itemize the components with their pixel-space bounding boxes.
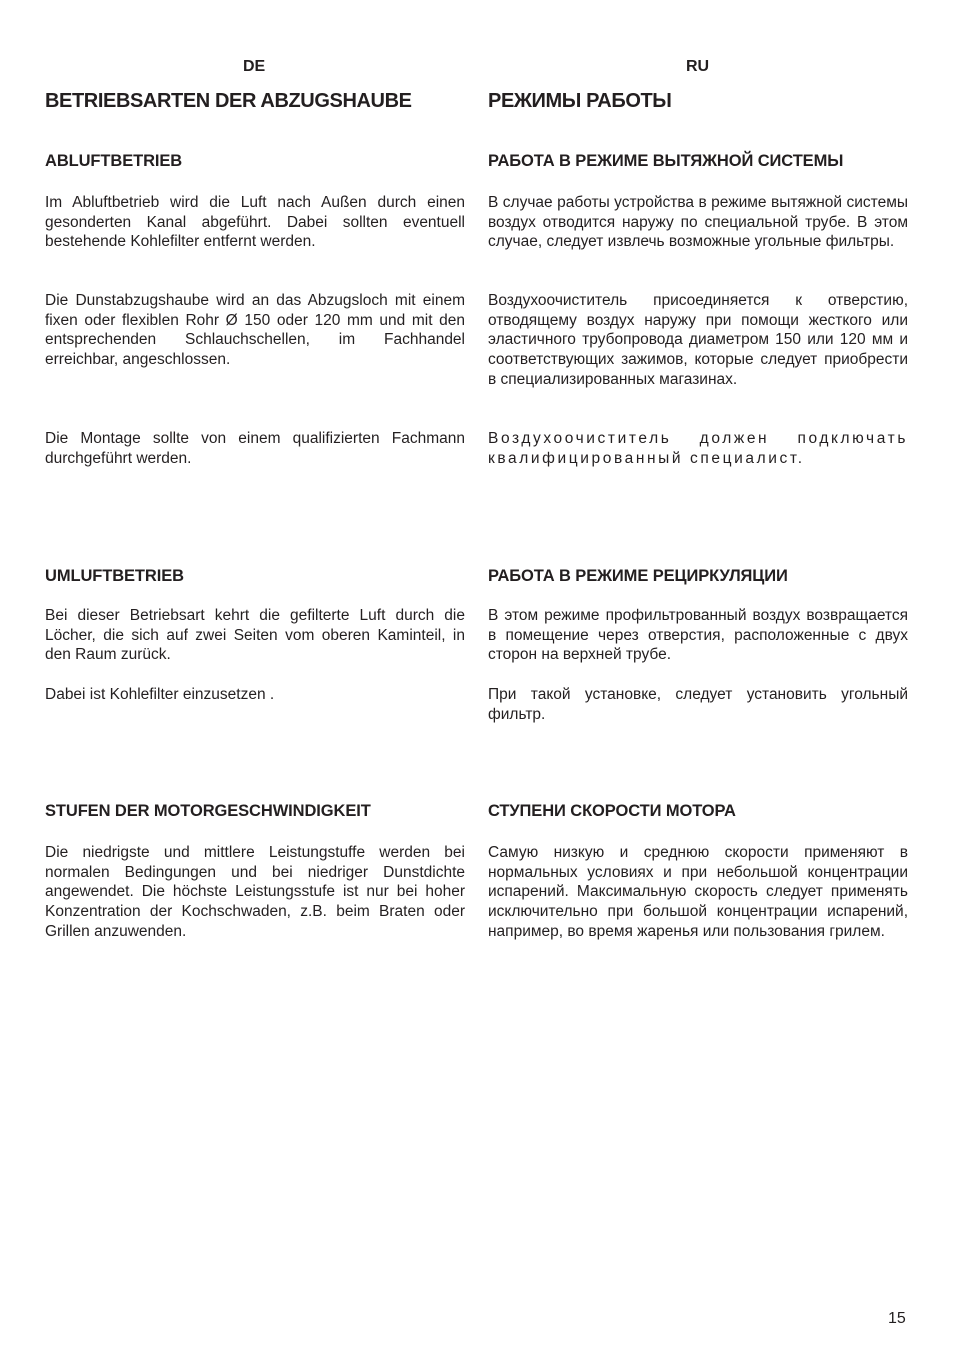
page-number: 15 — [888, 1310, 906, 1327]
paragraph-exhaust-1-ru: В случае работы устройства в режиме вытяжной системы воздух отводится наружу по специальной трубе. В этом случае, следует извлечь возможные угольные фильтры. — [488, 194, 908, 251]
section-heading-exhaust-de: ABLUFTBETRIEB — [45, 152, 183, 170]
paragraph-recirculation-1-ru: В этом режиме профильтрованный воздух возвращается в помещение через отверстия, расположенные с двух сторон на верхней трубе. — [488, 607, 908, 664]
page-title-de: BETRIEBSARTEN DER ABZUGSHAUBE — [45, 90, 412, 112]
section-heading-recirculation-de: UMLUFTBETRIEB — [45, 567, 184, 585]
section-heading-recirculation-ru: РАБОТА В РЕЖИМЕ РЕЦИРКУЛЯЦИИ — [488, 567, 788, 585]
paragraph-exhaust-3-ru: Воздухоочиститель должен подключать квалифицированный специалист. — [488, 430, 908, 467]
paragraph-exhaust-1-de: Im Abluftbetrieb wird die Luft nach Außen durch einen gesonderten Kanal abgeführt. Dabei sollten eventuell bestehende Kohlefilter entfernt werden. — [45, 194, 465, 251]
language-label-de: DE — [243, 58, 266, 75]
language-label-ru: RU — [686, 58, 710, 75]
paragraph-motor-speed-de: Die niedrigste und mittlere Leistungstuffe werden bei normalen Bedingungen und bei niedriger Dunstdichte angewendet. Die höchste Leistungsstufe ist nur bei hoher Konzentration der Kochschwaden, z.B. beim Braten oder Grillen anzuwenden. — [45, 844, 465, 940]
paragraph-exhaust-3-de: Die Montage sollte von einem qualifizierten Fachmann durchgeführt werden. — [45, 430, 465, 467]
section-heading-motor-speed-ru: СТУПЕНИ СКОРОСТИ МОТОРА — [488, 802, 736, 820]
paragraph-exhaust-2-ru: Воздухоочиститель присоединяется к отверстию, отводящему воздух наружу при помощи жесткого или эластичного трубопровода диаметром 150 или 120 мм и соответствующих зажимов, которые следует приобрести в специализированных магазинах. — [488, 292, 908, 388]
page-title-ru: РЕЖИМЫ РАБОТЫ — [488, 90, 672, 112]
paragraph-recirculation-2-ru: При такой установке, следует установить угольный фильтр. — [488, 686, 908, 723]
paragraph-exhaust-2-de: Die Dunstabzugshaube wird an das Abzugsloch mit einem fixen oder flexiblen Rohr Ø 150 oder 120 mm und mit den entsprechenden Schlauchschellen, im Fachhandel erreichbar, angeschlossen. — [45, 292, 465, 369]
section-heading-motor-speed-de: STUFEN DER MOTORGESCHWINDIGKEIT — [45, 802, 371, 820]
paragraph-recirculation-2-de: Dabei ist Kohlefilter einzusetzen . — [45, 686, 275, 703]
paragraph-motor-speed-ru: Самую низкую и среднюю скорости применяют в нормальных условиях и при небольшой концентрации испарений. Максимальную скорость следует применять исключительно при большой концентрации испарений, например, во время жаренья или пользования грилем. — [488, 844, 908, 940]
paragraph-recirculation-1-de: Bei dieser Betriebsart kehrt die gefilterte Luft durch die Löcher, die sich auf zwei Seiten vom oberen Kaminteil, in den Raum zurück. — [45, 607, 465, 664]
section-heading-exhaust-ru: РАБОТА В РЕЖИМЕ ВЫТЯЖНОЙ СИСТЕМЫ — [488, 152, 844, 170]
